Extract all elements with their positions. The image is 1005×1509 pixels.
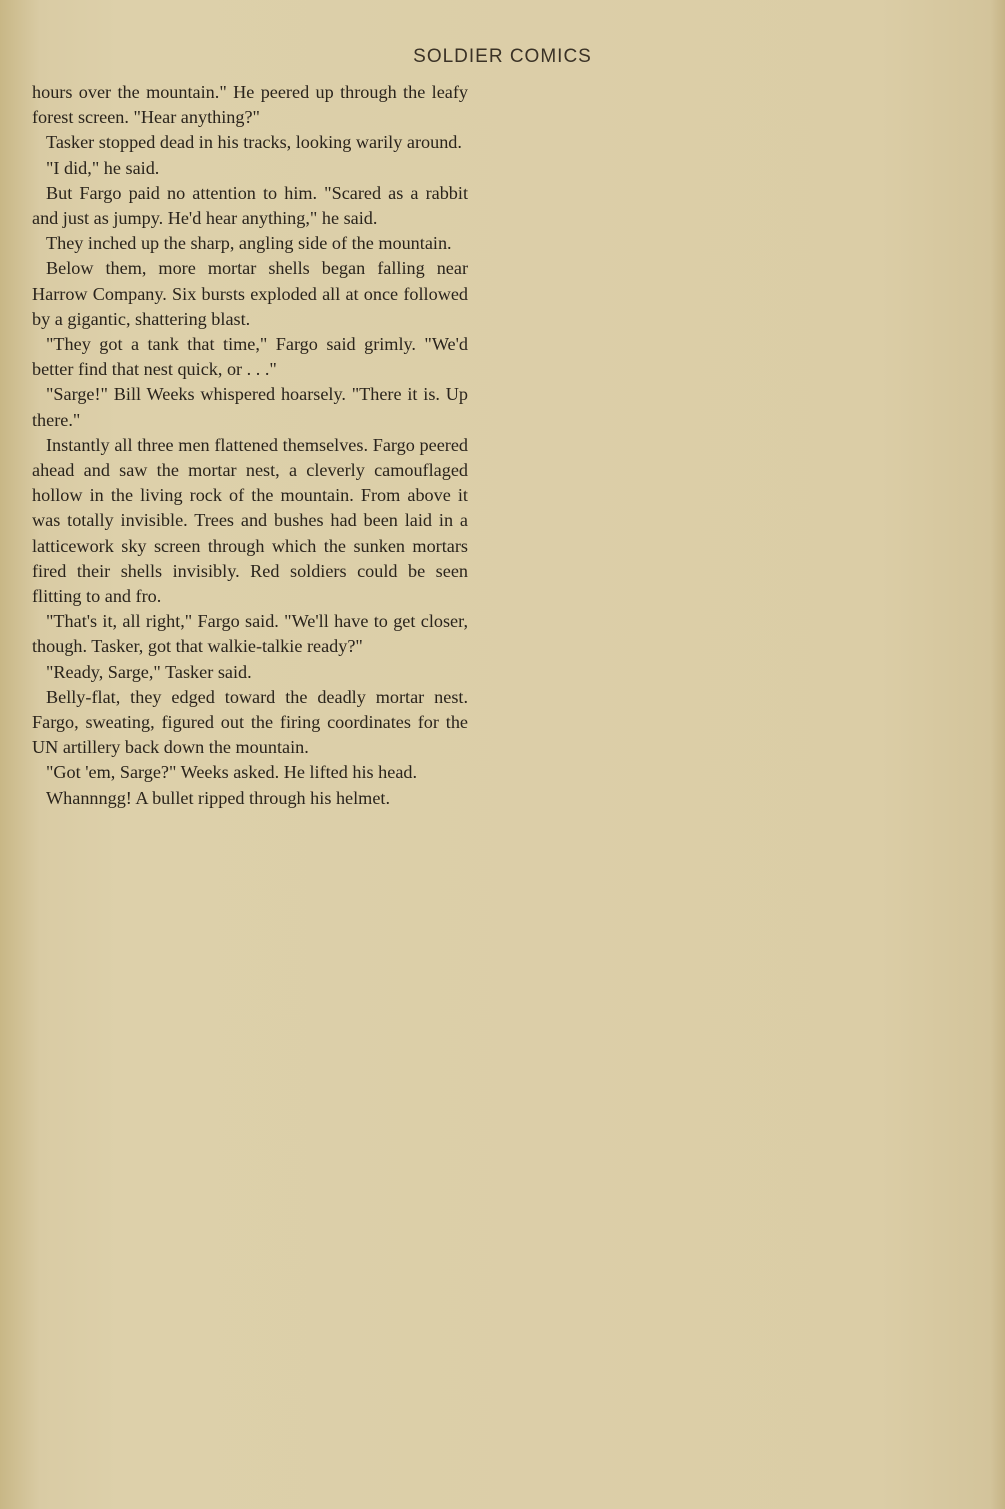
paragraph: "Sarge!" Bill Weeks whispered hoarsely. "There it is. Up there." [32,384,468,430]
paragraph: But Fargo paid no attention to him. "Scared as a rabbit and just as jumpy. He'd hear anything," he said. [32,182,468,229]
paragraph: Whannngg! A bullet ripped through his helmet. [46,787,390,808]
paragraph: Belly-flat, they edged toward the deadly mortar nest. Fargo, sweating, figured out the firing coordinates for the UN artillery back down the mountain. [32,686,468,758]
paragraph: "That's it, all right," Fargo said. "We'll have to get closer, though. Tasker, got that walkie-talkie ready?" [32,611,468,657]
paragraph: Instantly all three men flattened themselves. Fargo peered ahead and saw the mortar nest, a cleverly camouflaged hollow in the living rock of the mountain. From above it was totally invisible. Trees and bushes had been laid in a latticework sky screen through which the sunken mortars fired their shells invisibly. Red soldiers could be seen flitting to and fro. [32,434,468,607]
paragraph: "They got a tank that time," Fargo said grimly. "We'd better find that nest quick, or . . ." [32,334,468,380]
paragraph: "Ready, Sarge," Tasker said. [46,661,252,682]
paragraph: Tasker stopped dead in his tracks, looking warily around. [46,132,462,153]
paragraph: Below them, more mortar shells began falling near Harrow Company. Six bursts exploded all at once followed by a gigantic, shattering blast. [32,258,468,329]
paragraph: hours over the mountain." He peered up through the leafy forest screen. "Hear anything?" [32,82,468,128]
paragraph: "I did," he said. [46,157,160,178]
left-column [32,80,468,811]
paragraph: "Got 'em, Sarge?" Weeks asked. He lifted his head. [46,762,418,783]
running-header: SOLDIER COMICS [413,46,592,67]
paragraph: They inched up the sharp, angling side of the mountain. [46,233,452,254]
